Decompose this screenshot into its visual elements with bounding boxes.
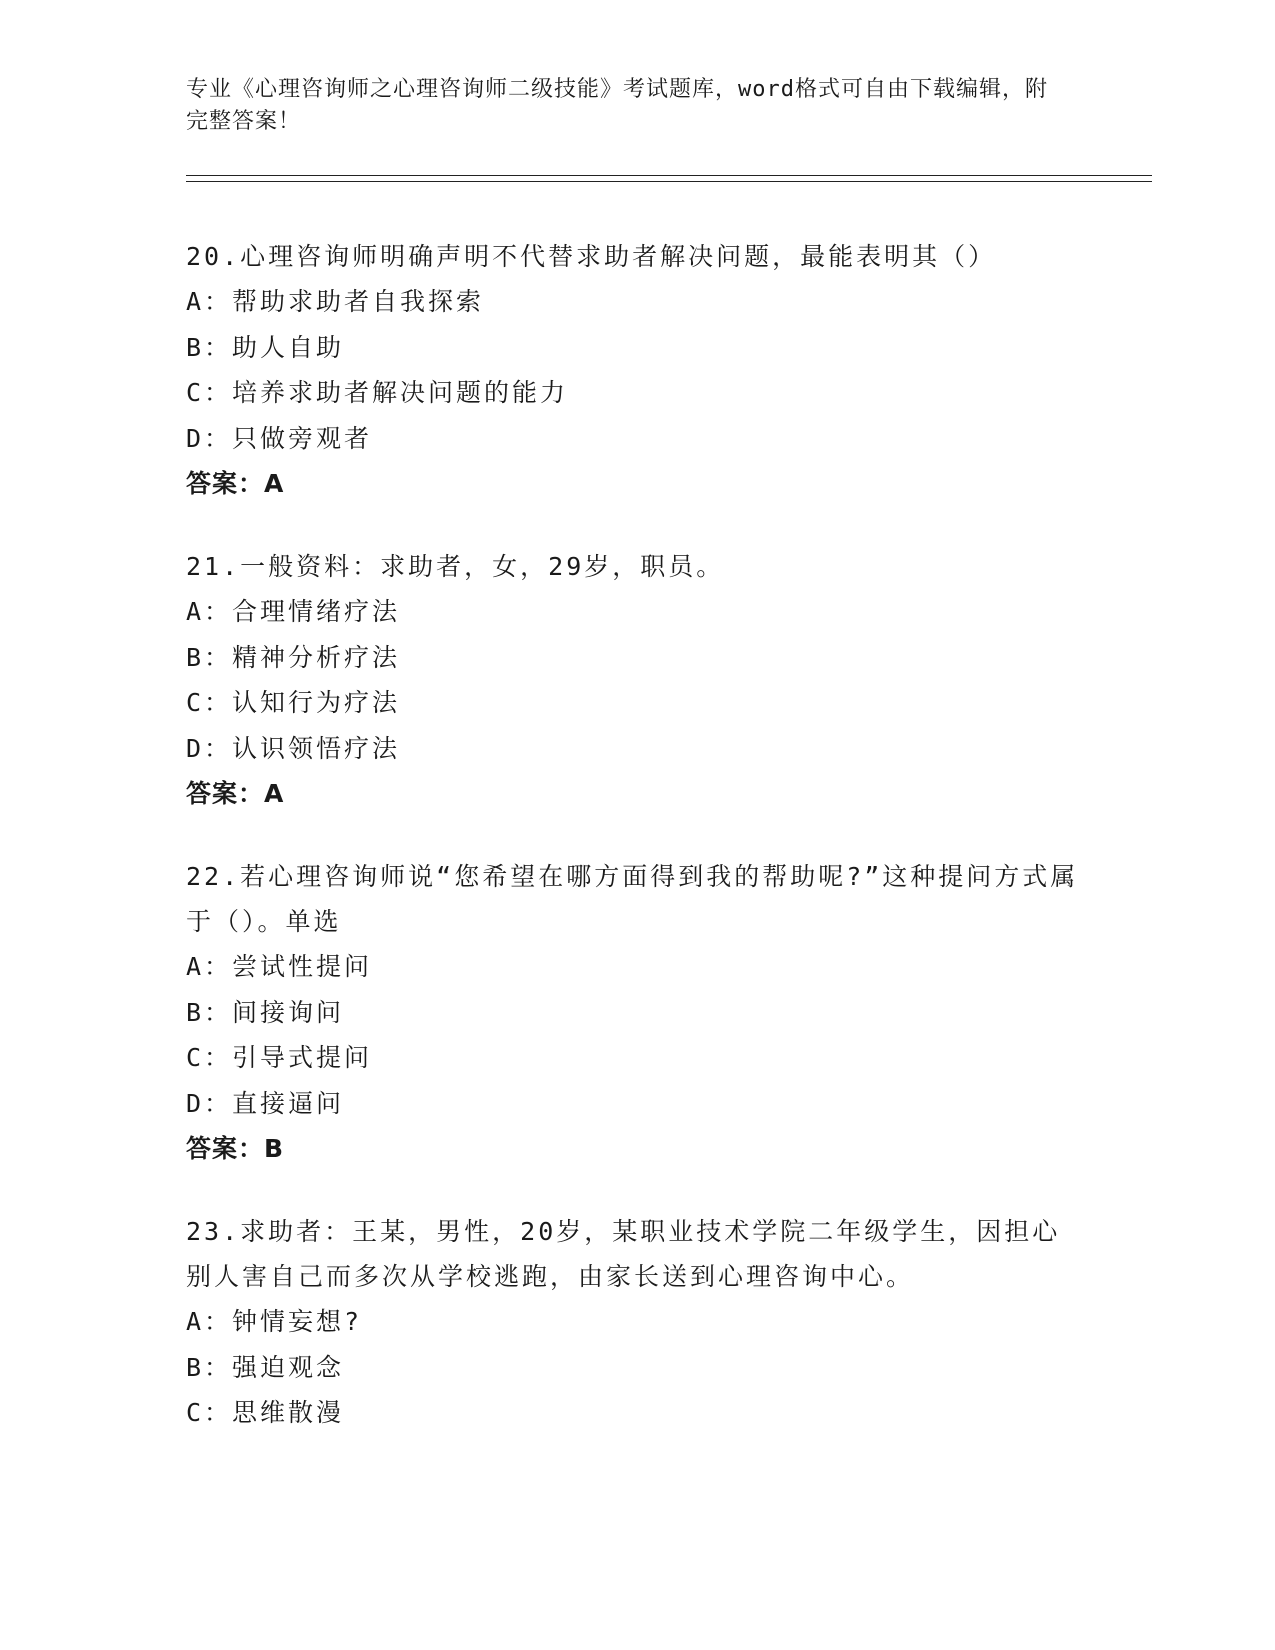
question-20 [186, 234, 1086, 506]
option-c: C：认知行为疗法 [186, 688, 401, 717]
header-divider-bottom [186, 181, 1152, 182]
question-stem: 21.一般资料：求助者，女，29岁，职员。 [186, 552, 725, 581]
option-a: A：帮助求助者自我探索 [186, 287, 485, 316]
option-c: C：培养求助者解决问题的能力 [186, 378, 569, 407]
question-21 [186, 544, 1086, 816]
option-a: A：尝试性提问 [186, 952, 373, 981]
header-divider-top [186, 175, 1152, 176]
question-23 [186, 1209, 1086, 1436]
answer: 答案：A [186, 469, 285, 498]
option-b: B：助人自助 [186, 332, 345, 362]
question-stem: 22.若心理咨询师说“您希望在哪方面得到我的帮助呢?”这种提问方式属于（）。单选 [186, 862, 1079, 936]
option-d: D：直接逼问 [186, 1088, 345, 1118]
answer: 答案：A [186, 779, 285, 808]
option-a: A：合理情绪疗法 [186, 597, 401, 626]
option-c: C：思维散漫 [186, 1398, 345, 1427]
option-b: B：强迫观念 [186, 1352, 345, 1382]
option-d: D：只做旁观者 [186, 423, 373, 453]
option-c: C：引导式提问 [186, 1043, 373, 1072]
answer: 答案：B [186, 1134, 285, 1163]
option-a: A：钟情妄想? [186, 1307, 363, 1336]
option-b: B：精神分析疗法 [186, 642, 401, 672]
question-stem: 20.心理咨询师明确声明不代替求助者解决问题，最能表明其（） [186, 242, 997, 271]
question-stem: 23.求助者：王某，男性，20岁，某职业技术学院二年级学生，因担心别人害自己而多次从学校逃跑，由家长送到心理咨询中心。 [186, 1217, 1061, 1291]
option-b: B：间接询问 [186, 997, 345, 1027]
document-header: 专业《心理咨询师之心理咨询师二级技能》考试题库，word格式可自由下载编辑，附完整答案！ [186, 77, 1048, 134]
option-d: D：认识领悟疗法 [186, 733, 401, 763]
question-list [186, 234, 1086, 1474]
question-22 [186, 854, 1086, 1171]
